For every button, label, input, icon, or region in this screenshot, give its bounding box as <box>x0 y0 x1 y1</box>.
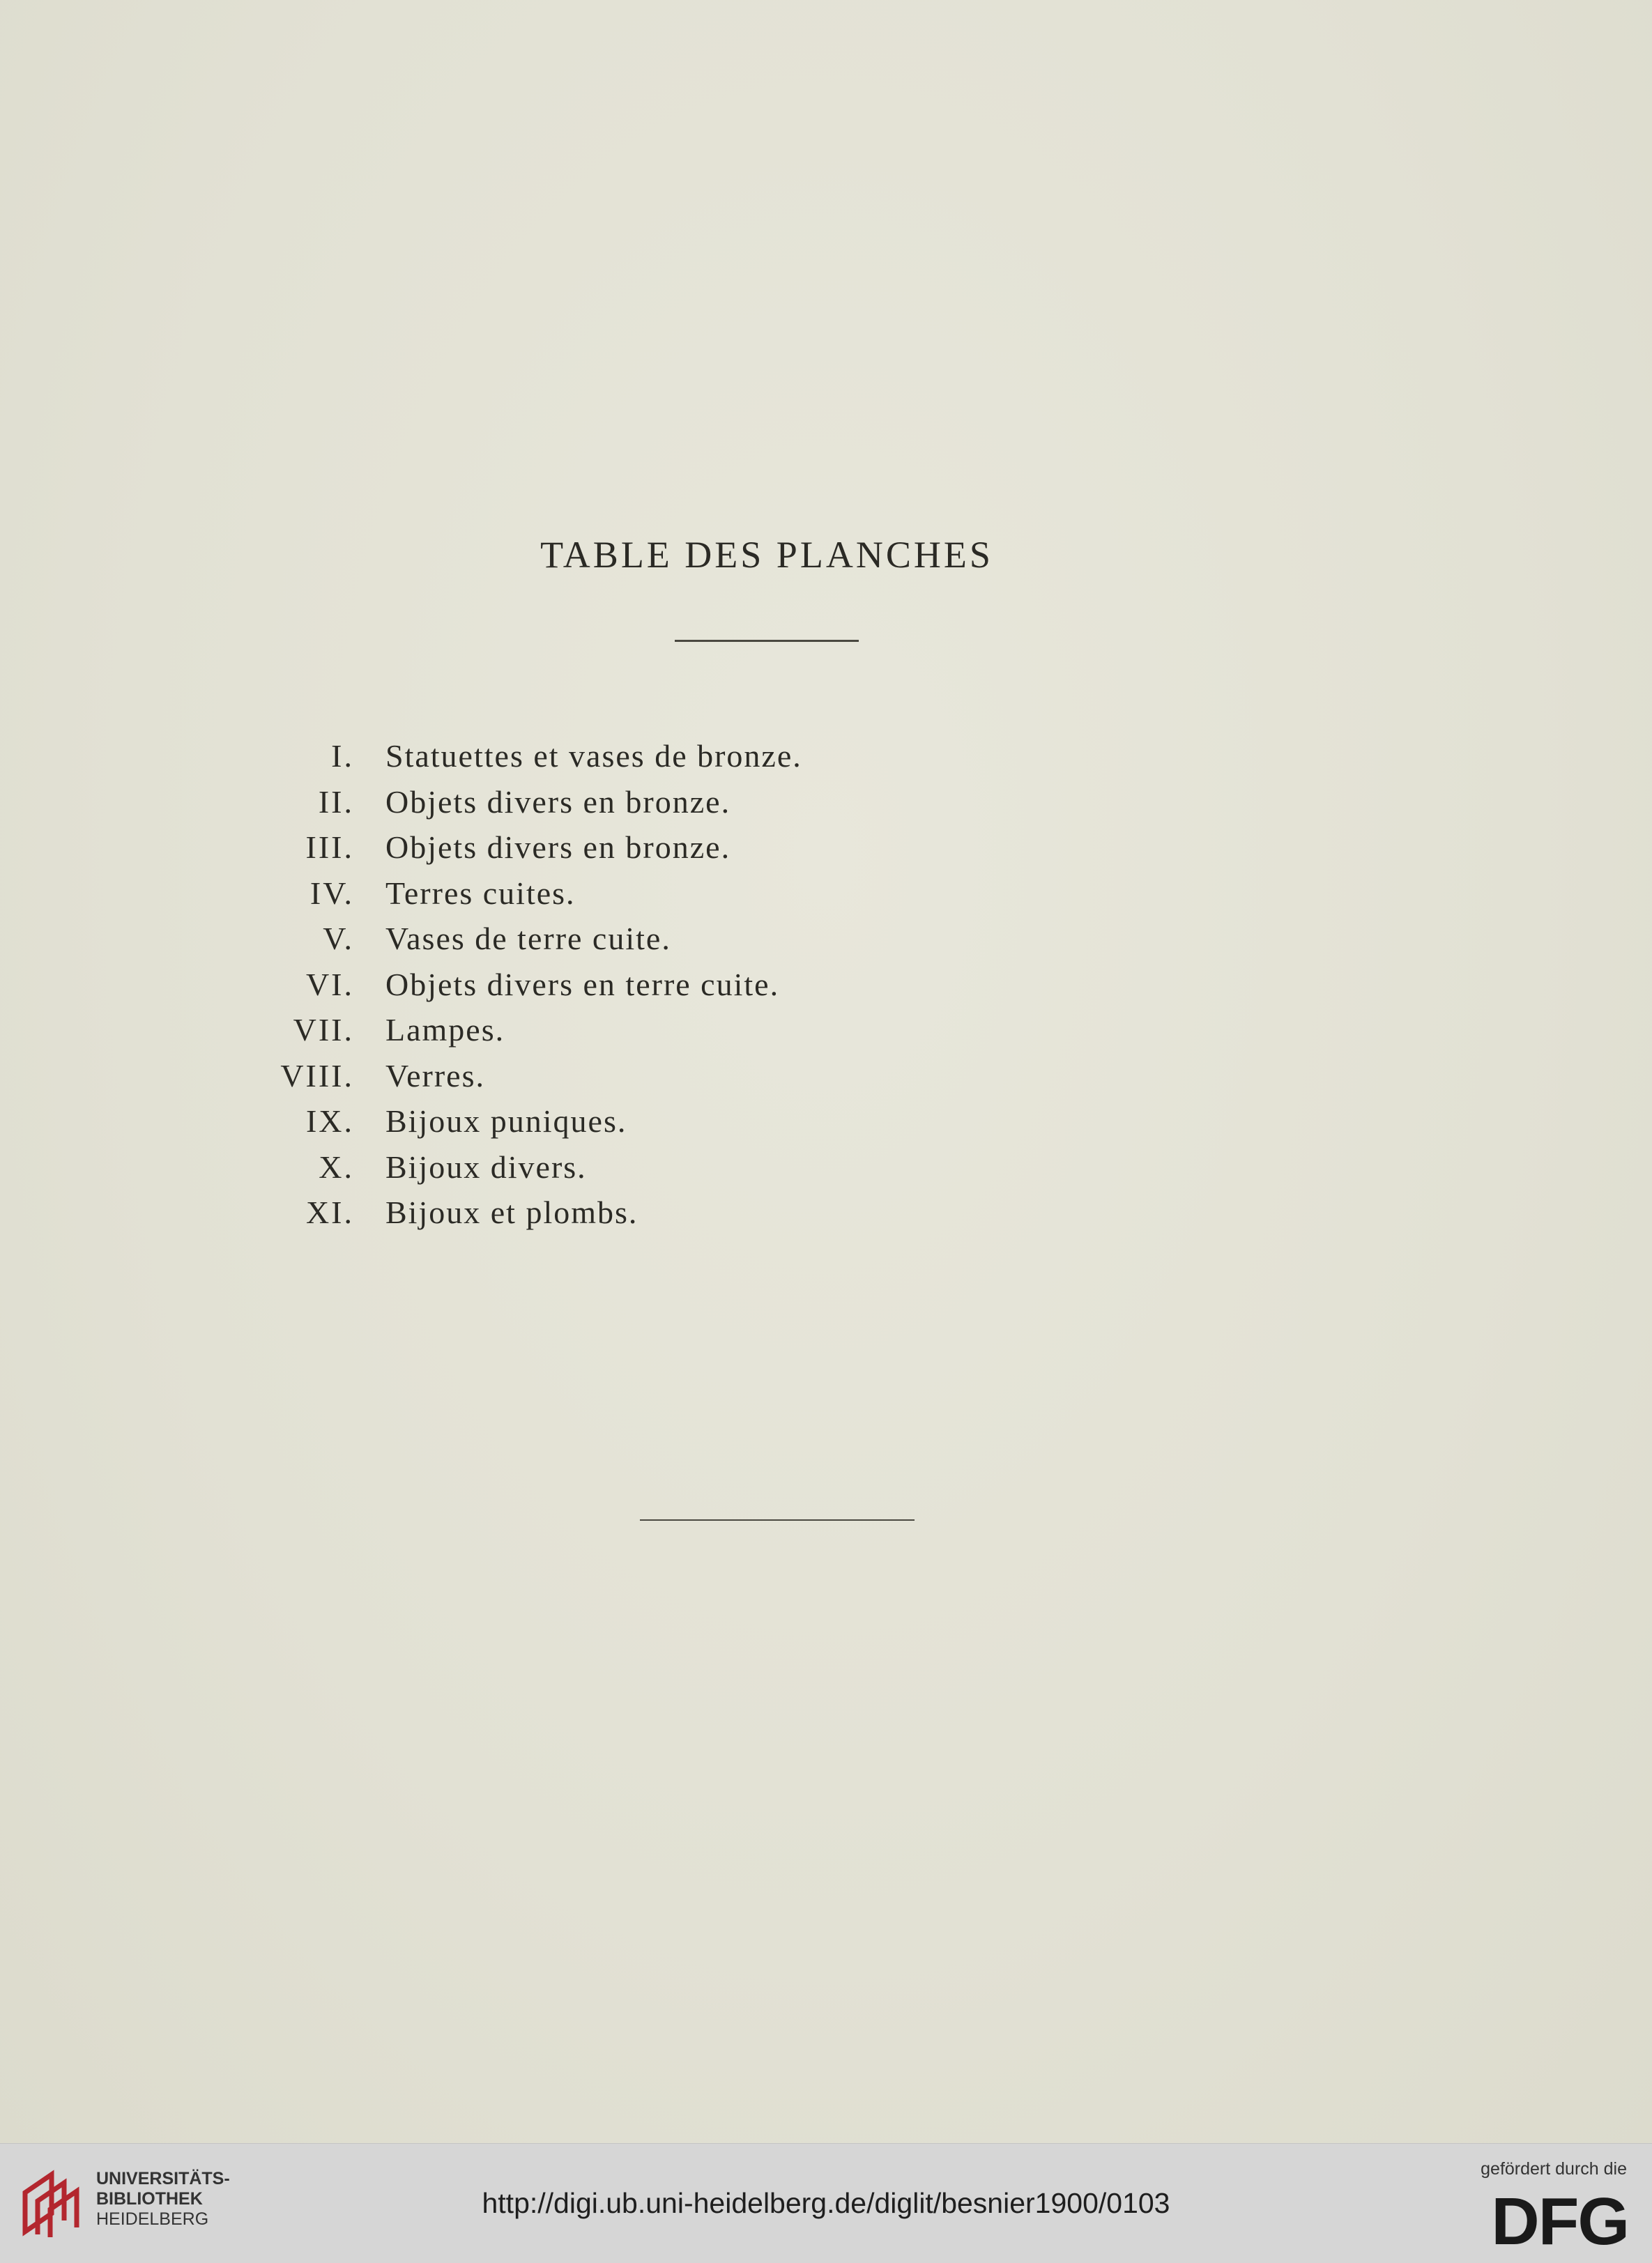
list-item <box>209 870 1046 916</box>
plate-number: IX. <box>305 1103 354 1140</box>
plate-label: Terres cuites. <box>385 875 576 911</box>
plate-label: Verres. <box>385 1057 485 1094</box>
list-item <box>209 1190 1046 1236</box>
plate-number: XI. <box>305 1195 354 1231</box>
plate-label: Objets divers en bronze. <box>385 829 731 866</box>
plate-number: I. <box>331 738 354 774</box>
list-item <box>209 733 1046 779</box>
list-item <box>209 916 1046 962</box>
plate-label: Statuettes et vases de bronze. <box>385 738 802 774</box>
list-item <box>209 962 1046 1008</box>
plate-number: VI. <box>305 966 354 1002</box>
plate-number: II. <box>318 783 354 820</box>
plate-number: IV. <box>309 875 354 911</box>
plate-label: Bijoux et plombs. <box>385 1195 638 1231</box>
list-item <box>209 1007 1046 1053</box>
plate-number: V. <box>323 921 354 957</box>
library-name-line: HEIDELBERG <box>96 2209 209 2229</box>
funding-caption: gefördert durch die <box>1481 2159 1627 2179</box>
plates-list <box>209 733 1046 1236</box>
plate-label: Bijoux puniques. <box>385 1103 627 1140</box>
page-title: TABLE DES PLANCHES <box>540 534 993 576</box>
list-item <box>209 1098 1046 1144</box>
title-divider <box>675 640 859 642</box>
list-item <box>209 1053 1046 1099</box>
plate-number: III. <box>305 829 354 866</box>
plate-number: VIII. <box>280 1057 354 1094</box>
plate-label: Vases de terre cuite. <box>385 921 671 957</box>
plate-label: Objets divers en terre cuite. <box>385 966 780 1002</box>
permalink-url[interactable]: http://digi.ub.uni-heidelberg.de/diglit/besnier1900/0103 <box>482 2187 1170 2219</box>
plate-label: Bijoux divers. <box>385 1149 587 1185</box>
end-divider <box>640 1519 915 1521</box>
plate-label: Lampes. <box>385 1012 505 1048</box>
dfg-logo[interactable]: DFG <box>1491 2184 1628 2259</box>
list-item <box>209 1144 1046 1190</box>
plate-number: X. <box>319 1149 354 1185</box>
library-name-line: BIBLIOTHEK <box>96 2189 203 2209</box>
library-name-line: UNIVERSITÄTS- <box>96 2169 230 2188</box>
list-item <box>209 824 1046 870</box>
digitization-footer <box>0 2143 1652 2263</box>
plate-label: Objets divers en bronze. <box>385 783 731 820</box>
list-item <box>209 779 1046 825</box>
plate-number: VII. <box>293 1012 354 1048</box>
